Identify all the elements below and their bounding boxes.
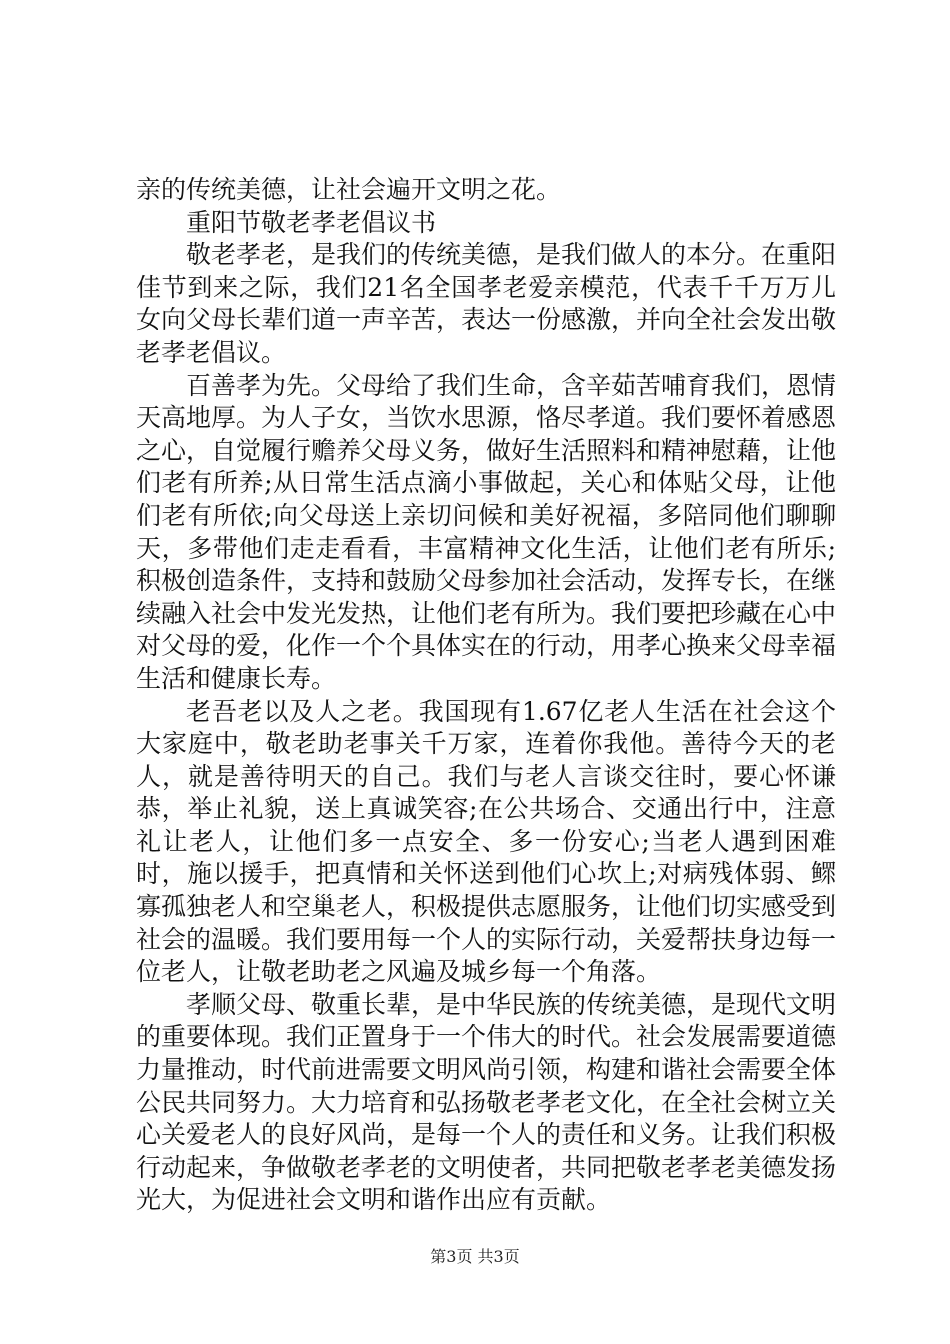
page-number-footer: 第3页 共3页	[430, 1247, 520, 1266]
paragraph-conclusion: 孝顺父母、敬重长辈，是中华民族的传统美德，是现代文明的重要体现。我们正置身于一个伟大的时代。社会发展需要道德力量推动，时代前进需要文明风尚引领，构建和谐社会需要全体公民共同努力。大力培育和弘扬敬老孝老文化，在全社会树立关心关爱老人的良好风尚，是每一个人的责任和义务。让我们积极行动起来，争做敬老孝老的文明使者，共同把敬老孝老美德发扬光大，为促进社会文明和谐作出应有贡献。	[136, 989, 837, 1215]
document-title: 重阳节敬老孝老倡议书	[186, 207, 437, 237]
continuation-line: 亲的传统美德，让社会遍开文明之花。	[136, 175, 562, 204]
paragraph-intro: 敬老孝老，是我们的传统美德，是我们做人的本分。在重阳佳节到来之际，我们21名全国孝老爱亲模范，代表千千万万儿女向父母长辈们道一声辛苦，表达一份感激，并向全社会发出敬老孝老倡议。	[136, 240, 837, 367]
paragraph-filial-piety: 百善孝为先。父母给了我们生命，含辛茹苦哺育我们，恩情天高地厚。为人子女，当饮水思源，恪尽孝道。我们要怀着感恩之心，自觉履行赡养父母义务，做好生活照料和精神慰藉，让他们老有所养;从日常生活点滴小事做起，关心和体贴父母，让他们老有所依;向父母送上亲切问候和美好祝福，多陪同他们聊聊天，多带他们走走看看，丰富精神文化生活，让他们老有所乐;积极创造条件，支持和鼓励父母参加社会活动，发挥专长，在继续融入社会中发光发热，让他们老有所为。我们要把珍藏在心中对父母的爱，化作一个个具体实在的行动，用孝心换来父母幸福生活和健康长寿。	[136, 370, 837, 693]
paragraph-respect-elders: 老吾老以及人之老。我国现有1.67亿老人生活在社会这个大家庭中，敬老助老事关千万家，连着你我他。善待今天的老人，就是善待明天的自己。我们与老人言谈交往时，要心怀谦恭，举止礼貌，送上真诚笑容;在公共场合、交通出行中，注意礼让老人，让他们多一点安全、多一份安心;当老人遇到困难时，施以援手，把真情和关怀送到他们心坎上;对病残体弱、鳏寡孤独老人和空巢老人，积极提供志愿服务，让他们切实感受到社会的温暖。我们要用每一个人的实际行动，关爱帮扶身边每一位老人，让敬老助老之风遍及城乡每一个角落。	[136, 696, 837, 987]
document-body	[136, 174, 836, 1217]
